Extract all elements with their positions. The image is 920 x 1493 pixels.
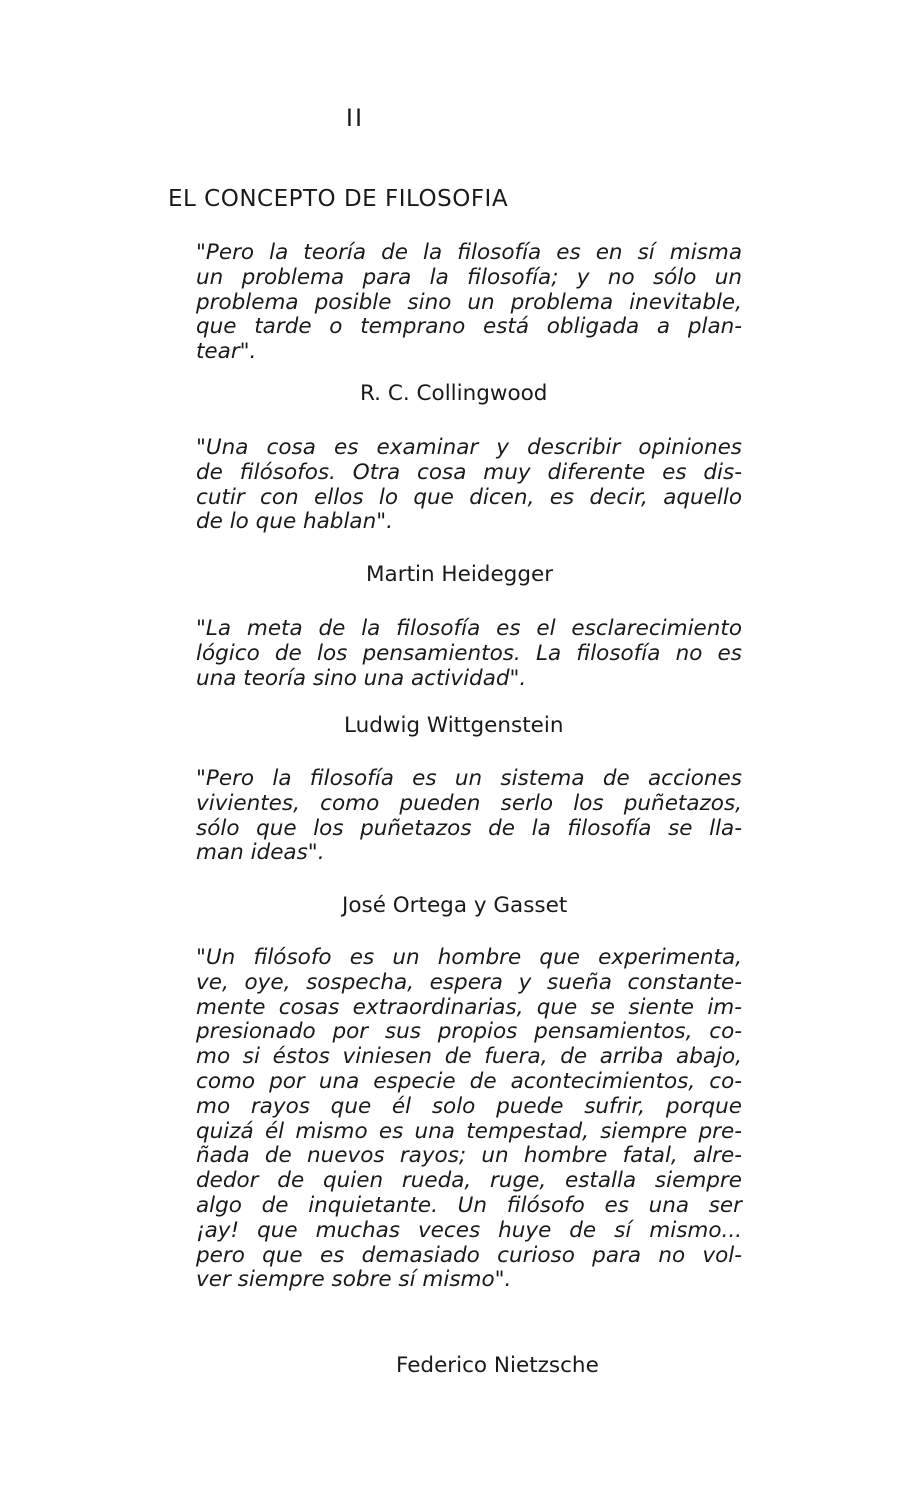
quote-line: pero que es demasiado curioso para no vol- bbox=[196, 1242, 742, 1268]
quote-line: "Pero la filosofía es un sistema de acciones bbox=[196, 766, 742, 791]
quote-line: "Pero la teoría de la filosofía es en sí misma bbox=[196, 240, 742, 265]
quote-line: cutir con ellos lo que dicen, es decir, aquello bbox=[196, 484, 742, 510]
quote-line: presionado por sus propios pensamientos, co- bbox=[196, 1019, 742, 1045]
quote-line: tear". bbox=[196, 339, 257, 365]
quote-line: man ideas". bbox=[196, 840, 325, 866]
quote-author: Martin Heidegger bbox=[366, 562, 554, 587]
quote-line: ve, oye, sospecha, espera y sueña constante- bbox=[196, 969, 742, 995]
quote-author: R. C. Collingwood bbox=[360, 381, 548, 406]
quote-line: como por una especie de acontecimientos, co- bbox=[196, 1068, 742, 1094]
quote-line: ¡ay! que muchas veces huye de sí mismo... bbox=[196, 1217, 742, 1243]
quote-line: un problema para la filosofía; y no sólo un bbox=[196, 264, 742, 290]
quote-wittgenstein bbox=[196, 617, 742, 691]
quote-line: dedor de quien rueda, ruge, estalla siempre bbox=[196, 1168, 742, 1194]
quote-line: lógico de los pensamientos. La filosofía no es bbox=[196, 640, 742, 666]
quote-line: de lo que hablan". bbox=[196, 509, 393, 535]
quote-heidegger bbox=[196, 436, 742, 535]
quote-line: de filósofos. Otra cosa muy diferente es dis- bbox=[196, 459, 742, 485]
quote-line: que tarde o temprano está obligada a plan- bbox=[196, 314, 742, 340]
quote-line: "Un filósofo es un hombre que experimenta, bbox=[196, 945, 742, 970]
quote-line: "La meta de la filosofía es el esclarecimiento bbox=[196, 616, 742, 641]
quote-line: algo de inquietante. Un filósofo es una ser bbox=[196, 1192, 742, 1218]
page-number: II bbox=[345, 104, 365, 132]
quote-author: Federico Nietzsche bbox=[396, 1353, 599, 1378]
quote-line: mo si éstos viniesen de fuera, de arriba abajo, bbox=[196, 1044, 742, 1070]
quote-nietzsche bbox=[196, 946, 742, 1293]
quote-collingwood bbox=[196, 241, 742, 365]
quote-line: mente cosas extraordinarias, que se siente im- bbox=[196, 994, 742, 1020]
quote-ortega bbox=[196, 767, 742, 866]
quote-line: una teoría sino una actividad". bbox=[196, 665, 527, 691]
quote-author: Ludwig Wittgenstein bbox=[344, 713, 564, 738]
quote-line: quizá él mismo es una tempestad, siempre pre- bbox=[196, 1118, 742, 1144]
quote-line: ver siempre sobre sí mismo". bbox=[196, 1267, 512, 1293]
quote-line: ñada de nuevos rayos; un hombre fatal, alre- bbox=[196, 1143, 742, 1169]
quote-line: "Una cosa es examinar y describir opiniones bbox=[196, 435, 742, 460]
quote-line: sólo que los puñetazos de la filosofía se lla- bbox=[196, 815, 742, 841]
quote-line: mo rayos que él solo puede sufrir, porque bbox=[196, 1093, 742, 1119]
chapter-title: EL CONCEPTO DE FILOSOFIA bbox=[168, 186, 509, 212]
quote-line: vivientes, como pueden serlo los puñetazos, bbox=[196, 790, 742, 816]
quote-author: José Ortega y Gasset bbox=[342, 893, 568, 918]
quote-line: problema posible sino un problema inevitable, bbox=[196, 289, 742, 315]
